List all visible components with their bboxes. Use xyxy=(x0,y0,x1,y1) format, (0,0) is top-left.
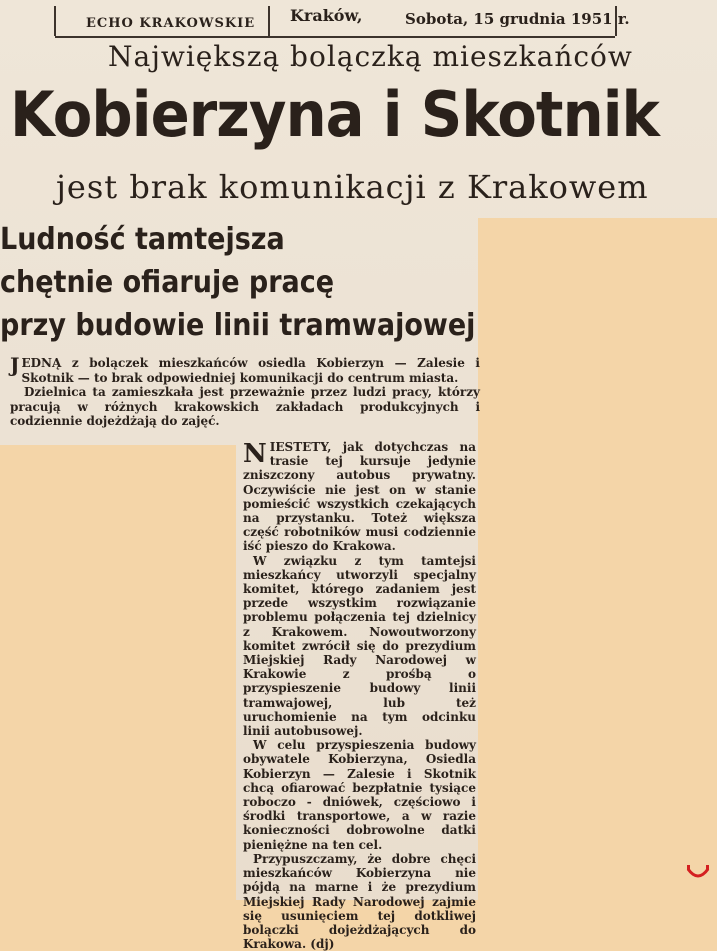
body-text: IESTETY, jak dotychczas na trasie tej kursuje jedynie zniszczony autobus prywatny. Oczywiście nie jest on w stanie pomieścić wszystkich czekających na przystanku. Toteż większa część robotników musi codziennie iść pieszo do Krakowa. xyxy=(243,440,476,554)
header-divider xyxy=(268,6,270,36)
masthead: ECHO KRAKOWSKIE xyxy=(86,16,256,31)
background-area xyxy=(0,445,236,900)
lead-paragraph: Dzielnica ta zamieszkała jest przeważnie przez ludzi pracy, którzy pracują w różnych krakowskich zakładach produkcyjnych i codziennie dojeżdżają do zajęć. xyxy=(10,385,480,428)
deck-line: Ludność tamtejsza xyxy=(0,222,285,257)
body-column xyxy=(243,440,476,951)
body-paragraph: W związku z tym tamtejsi mieszkańcy utworzyli specjalny komitet, którego zadaniem jest przede wszystkim rozwiązanie problemu połączenia tej dzielnicy z Krakowem. Nowoutworzony komitet zwrócił się do prezydium Miejskiej Rady Narodowej w Krakowie z prośbą o przyspieszenie budowy linii tramwajowej, lub też uruchomienie na tym odcinku linii autobusowej. xyxy=(243,553,476,739)
smile-icon xyxy=(685,865,711,886)
deck xyxy=(0,218,475,347)
drop-cap: J xyxy=(10,353,20,377)
deck-line: przy budowie linii tramwajowej xyxy=(0,308,476,343)
kicker: Największą bolączką mieszkańców xyxy=(108,40,633,73)
drop-cap: N xyxy=(243,439,267,469)
dateline-city: Kraków, xyxy=(290,6,363,25)
lead-text: EDNĄ z bolączek mieszkańców osiedla Kobierzyn — Zalesie i Skotnik — to brak odpowiedniej komunikacji do centrum miasta. xyxy=(21,356,480,385)
dateline-date: Sobota, 15 grudnia 1951 r. xyxy=(405,10,630,28)
lead-paragraphs xyxy=(10,353,480,429)
body-paragraph xyxy=(243,440,476,554)
headline: Kobierzyna i Skotnik xyxy=(10,78,659,151)
background-area xyxy=(478,218,717,900)
header-divider xyxy=(54,6,56,36)
lead-paragraph xyxy=(10,353,480,385)
body-paragraph: W celu przyspieszenia budowy obywatele Kobierzyna, Osiedla Kobierzyn — Zalesie i Skotnik chcą ofiarować bezpłatnie tysiące roboczo - dniówek, częściowo i środki transportowe, a w razie konieczności dobrowolne datki pieniężne na ten cel. xyxy=(243,738,476,852)
body-paragraph: Przypuszczamy, że dobre chęci mieszkańców Kobierzyna nie pójdą na marne i że prezydium Miejskiej Rady Narodowej zajmie się usunięciem tej dotkliwej bolączki dojeżdżających do Krakowa. (dj) xyxy=(243,851,476,951)
header-rule xyxy=(55,36,615,38)
subheadline: jest brak komunikacji z Krakowem xyxy=(56,168,649,206)
deck-line: chętnie ofiaruje pracę xyxy=(0,265,335,300)
